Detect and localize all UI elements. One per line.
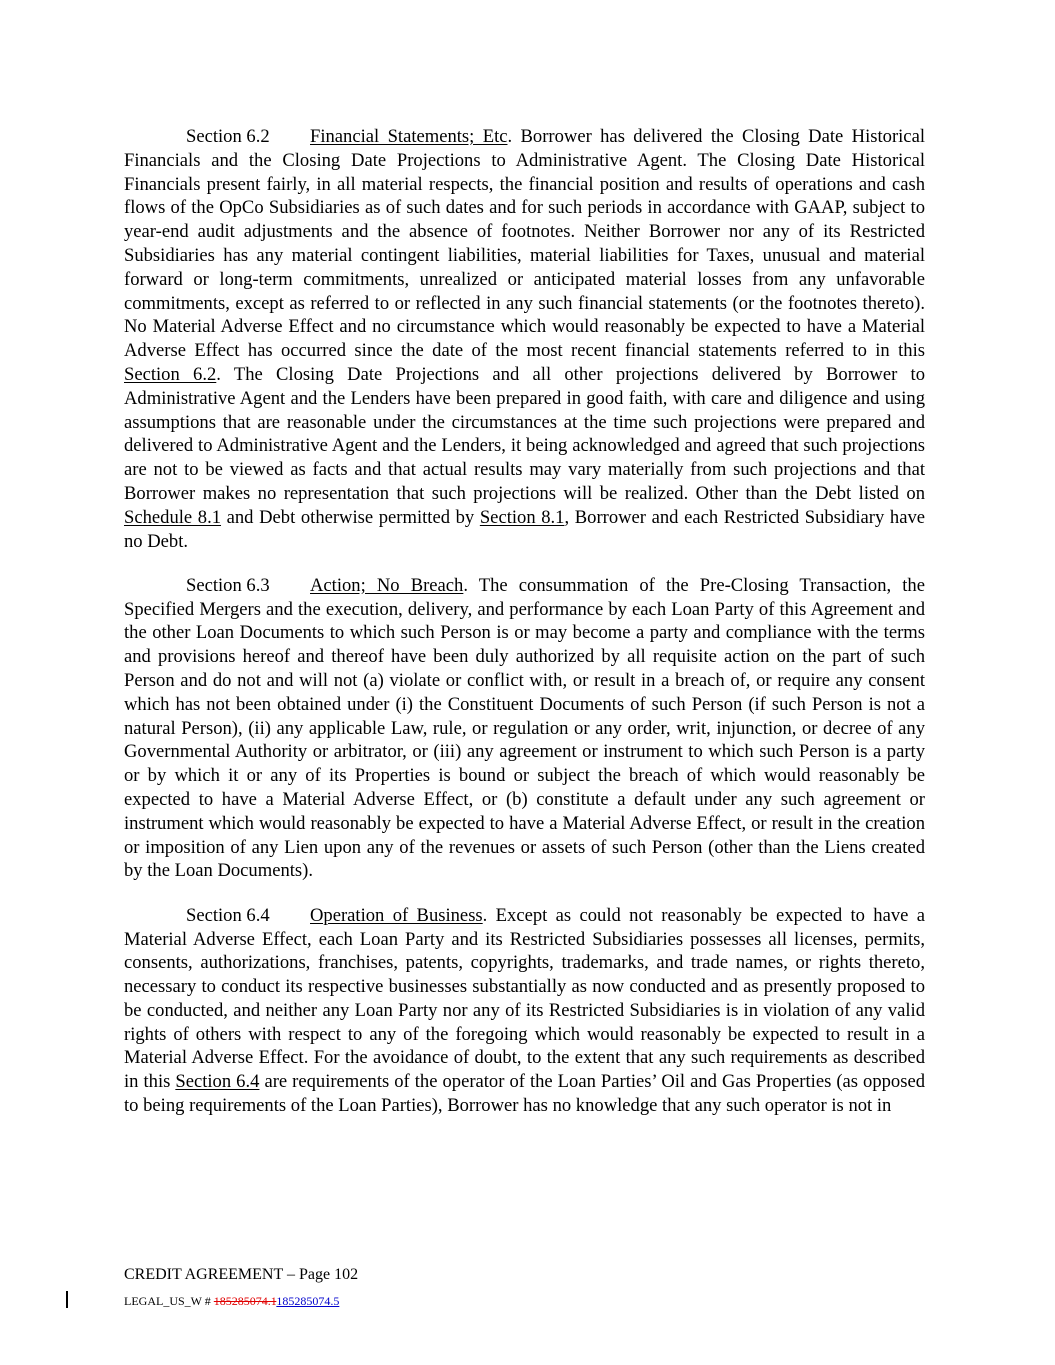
section-text: are requirements of the operator of the Loan Parties’ Oil and Gas Properties (as opposed to being requirements of the Loan Parties), Borrower has no knowledge that any such operator is not in — [124, 1071, 926, 1117]
revision-change-bar — [66, 1291, 68, 1308]
section-text: . Except as could not reasonably be expected to have a Material Adverse Effect, each Loan Party and its Restricted Subsidiaries possesses all licenses, permits, consents, authorizations, franchises, patents, copyrights, trademarks, and trade names, or rights thereto, necessary to conduct its respective businesses substantially as now conducted and as presently proposed to be conducted, and neither any Loan Party nor any of its Restricted Subsidiaries is in violation of any valid rights of others with respect to any of the foregoing which would reasonably be expected to result in a Material Adverse Effect. For the avoidance of doubt, to the extent that any such requirements as described in this — [124, 904, 925, 1093]
cross-reference: Section 6.4 — [175, 1071, 260, 1093]
section-number: Section 6.3 — [186, 574, 270, 596]
section-text: and Debt otherwise permitted by — [221, 506, 480, 528]
page-body — [124, 125, 925, 1138]
cross-reference: Schedule 8.1 — [124, 506, 222, 528]
section-text: . Borrower has delivered the Closing Date Historical Financials and the Closing Date Projections to Administrative Agent. The Closing Date Historical Financials present fairly, in all material respects, the financial position and results of operations and cash flows of the OpCo Subsidiaries as of such dates and for such periods in accordance with GAAP, subject to year-end audit adjustments and the absence of footnotes. Neither Borrower nor any of its Restricted Subsidiaries has any material contingent liabilities, material liabilities for Taxes, unusual and material forward or long-term commitments, unrealized or anticipated material losses from any unfavorable commitments, except as referred to or reflected in any such financial statements (or the footnotes thereto). No Material Adverse Effect and no circumstance which would reasonably be expected to have a Material Adverse Effect has occurred since the date of the most recent financial statements referred to in this — [124, 126, 925, 362]
cross-reference: Section 8.1 — [479, 506, 565, 528]
section-6-2 — [124, 125, 925, 553]
section-title: Operation of Business — [310, 904, 483, 926]
doc-id-inserted: 185285074.5 — [276, 1294, 340, 1308]
section-6-3 — [124, 574, 925, 883]
section-6-4 — [124, 904, 925, 1118]
section-text: . The consummation of the Pre-Closing Transaction, the Specified Mergers and the execution, delivery, and performance by each Loan Party of this Agreement and the other Loan Documents to which such Person is or may become a party and compliance with the terms and provisions hereof and thereof have been duly authorized by all requisite action on the part of such Person and do not and will not (a) violate or conflict with, or result in a breach of, or require any consent which has not been obtained under (i) the Constituent Documents of such Person (if such Person is not a natural Person), (ii) any applicable Law, rule, or regulation or any order, writ, injunction, or decree of any Governmental Authority or arbitrator, or (iii) any agreement or instrument to which such Person is a party or by which it or any of its Properties is bound or subject the breach of which would reasonably be expected to have a Material Adverse Effect, or (b) constitute a default under any such agreement or instrument which would reasonably be expected to have a Material Adverse Effect, or result in the creation or imposition of any Lien upon any of the revenues or assets of such Person (other than the Liens created by the Loan Documents). — [124, 574, 925, 882]
section-number: Section 6.2 — [186, 126, 270, 147]
footer-document-id — [124, 1294, 339, 1309]
doc-id-prefix: LEGAL_US_W # — [124, 1294, 214, 1308]
cross-reference: Section 6.2 — [124, 363, 217, 385]
section-number: Section 6.4 — [186, 904, 270, 926]
section-title: Financial Statements; Etc — [310, 126, 508, 147]
section-title: Action; No Breach — [310, 574, 464, 596]
section-text: . The Closing Date Projections and all other projections delivered by Borrower to Administrative Agent and the Lenders have been prepared in good faith, with care and diligence and using assumptions that are reasonable under the circumstances at the time such projections were prepared and delivered to Administrative Agent and the Lenders, it being acknowledged and agreed that such projections are not to be viewed as facts and that actual results may vary materially from such projections and that Borrower makes no representation that such projections will be realized. Other than the Debt listed on — [124, 363, 925, 504]
footer-page-title: CREDIT AGREEMENT – Page 102 — [124, 1266, 359, 1283]
doc-id-deleted: 185285074.1 — [213, 1294, 277, 1308]
section-text: , Borrower and each Restricted Subsidiary have no Debt. — [124, 506, 926, 552]
